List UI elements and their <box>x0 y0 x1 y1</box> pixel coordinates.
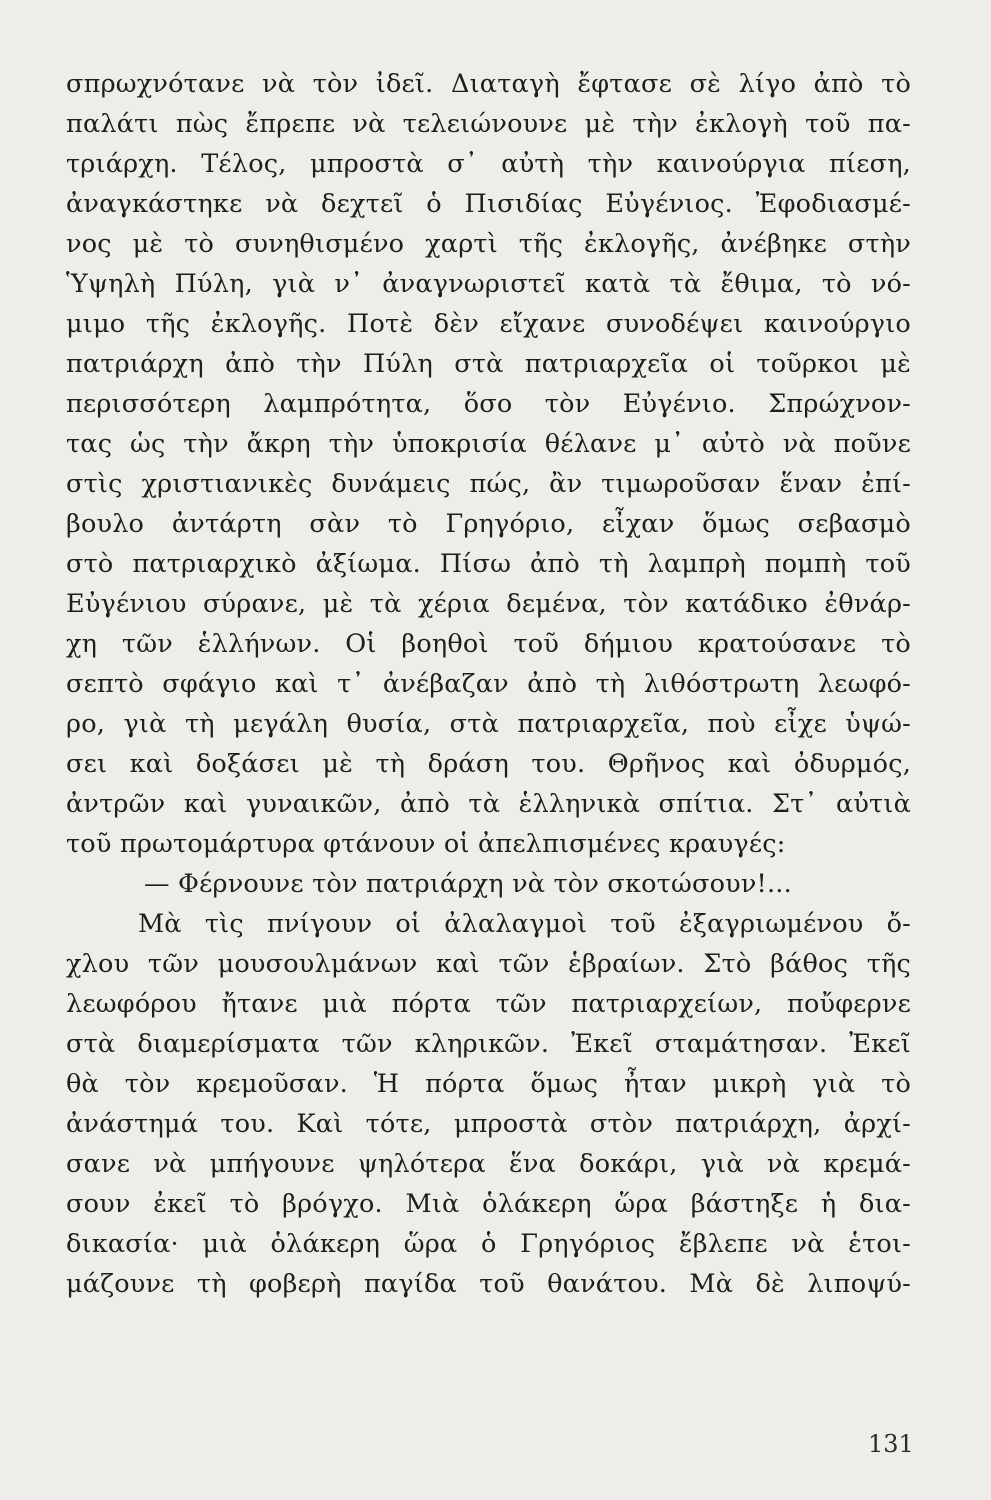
text-line: σεπτὸ σφάγιο καὶ τ᾽ ἀνέβαζαν ἀπὸ τὴ λιθόστρωτη λεωφό- <box>66 669 911 699</box>
text-line: μάζουνε τὴ φοβερὴ παγίδα τοῦ θανάτου. Μὰ δὲ λιποψύ- <box>66 1269 911 1299</box>
paragraph-first-line: Μὰ τὶς πνίγουν οἱ ἀλαλαγμοὶ τοῦ ἐξαγριωμένου ὄ- <box>138 909 911 939</box>
text-line: Ὑψηλὴ Πύλη, γιὰ ν᾽ ἀναγνωριστεῖ κατὰ τὰ ἔθιμα, τὸ νό- <box>66 269 911 299</box>
text-line: τας ὡς τὴν ἄκρη τὴν ὑποκρισία θέλανε μ᾽ αὐτὸ νὰ ποῦνε <box>66 429 911 459</box>
text-line: σει καὶ δοξάσει μὲ τὴ δράση του. Θρῆνος καὶ ὀδυρμός, <box>66 749 911 779</box>
text-line: στὸ πατριαρχικὸ ἀξίωμα. Πίσω ἀπὸ τὴ λαμπρὴ πομπὴ τοῦ <box>66 549 911 579</box>
text-line: παλάτι πὼς ἔπρεπε νὰ τελειώνουνε μὲ τὴν ἐκλογὴ τοῦ πα- <box>66 109 911 139</box>
text-line: σουν ἐκεῖ τὸ βρόγχο. Μιὰ ὁλάκερη ὥρα βάστηξε ἡ δια- <box>66 1189 911 1219</box>
text-line: ἀντρῶν καὶ γυναικῶν, ἀπὸ τὰ ἑλληνικὰ σπίτια. Στ᾽ αὐτιὰ <box>66 789 911 819</box>
text-line: μιμο τῆς ἐκλογῆς. Ποτὲ δὲν εἴχανε συνοδέψει καινούργιο <box>66 309 911 339</box>
text-line: σπρωχνότανε νὰ τὸν ἰδεῖ. Διαταγὴ ἔφτασε σὲ λίγο ἀπὸ τὸ <box>66 69 911 99</box>
text-line: θὰ τὸν κρεμοῦσαν. Ἡ πόρτα ὅμως ἦταν μικρὴ γιὰ τὸ <box>66 1069 911 1099</box>
text-line: τριάρχη. Τέλος, μπροστὰ σ᾽ αὐτὴ τὴν καινούργια πίεση, <box>66 149 911 179</box>
text-line: χλου τῶν μουσουλμάνων καὶ τῶν ἑβραίων. Στὸ βάθος τῆς <box>66 949 911 979</box>
text-line: χη τῶν ἑλλήνων. Οἱ βοηθοὶ τοῦ δήμιου κρατούσανε τὸ <box>66 629 911 659</box>
text-line: ἀναγκάστηκε νὰ δεχτεῖ ὁ Πισιδίας Εὐγένιος. Ἐφοδιασμέ- <box>66 189 911 219</box>
text-line: νος μὲ τὸ συνηθισμένο χαρτὶ τῆς ἐκλογῆς, ἀνέβηκε στὴν <box>66 229 911 259</box>
text-line: στὰ διαμερίσματα τῶν κληρικῶν. Ἐκεῖ σταμάτησαν. Ἐκεῖ <box>66 1029 911 1059</box>
text-line: πατριάρχη ἀπὸ τὴν Πύλη στὰ πατριαρχεῖα οἱ τοῦρκοι μὲ <box>66 349 911 379</box>
text-line: λεωφόρου ἤτανε μιὰ πόρτα τῶν πατριαρχείων, ποὔφερνε <box>66 989 911 1019</box>
text-line: τοῦ πρωτομάρτυρα φτάνουν οἱ ἀπελπισμένες κραυγές: <box>66 829 786 859</box>
text-line: βουλο ἀντάρτη σὰν τὸ Γρηγόριο, εἶχαν ὅμως σεβασμὸ <box>66 509 911 539</box>
text-line: περισσότερη λαμπρότητα, ὅσο τὸν Εὐγένιο. Σπρώχνον- <box>66 389 911 419</box>
text-line: δικασία· μιὰ ὁλάκερη ὥρα ὁ Γρηγόριος ἔβλεπε νὰ ἑτοι- <box>66 1229 911 1259</box>
text-line: ἀνάστημά του. Καὶ τότε, μπροστὰ στὸν πατριάρχη, ἀρχί- <box>66 1109 911 1139</box>
text-line: Εὐγένιου σύρανε, μὲ τὰ χέρια δεμένα, τὸν κατάδικο ἐθνάρ- <box>66 589 911 619</box>
text-line: σανε νὰ μπήγουνε ψηλότερα ἕνα δοκάρι, γιὰ νὰ κρεμά- <box>66 1149 911 1179</box>
page-number: 131 <box>868 1430 914 1458</box>
text-line: στὶς χριστιανικὲς δυνάμεις πώς, ἂν τιμωροῦσαν ἕναν ἐπί- <box>66 469 911 499</box>
text-line: ρο, γιὰ τὴ μεγάλη θυσία, στὰ πατριαρχεῖα, ποὺ εἶχε ὑψώ- <box>66 709 911 739</box>
dialogue-line: — Φέρνουνε τὸν πατριάρχη νὰ τὸν σκοτώσουν!... <box>144 869 792 899</box>
